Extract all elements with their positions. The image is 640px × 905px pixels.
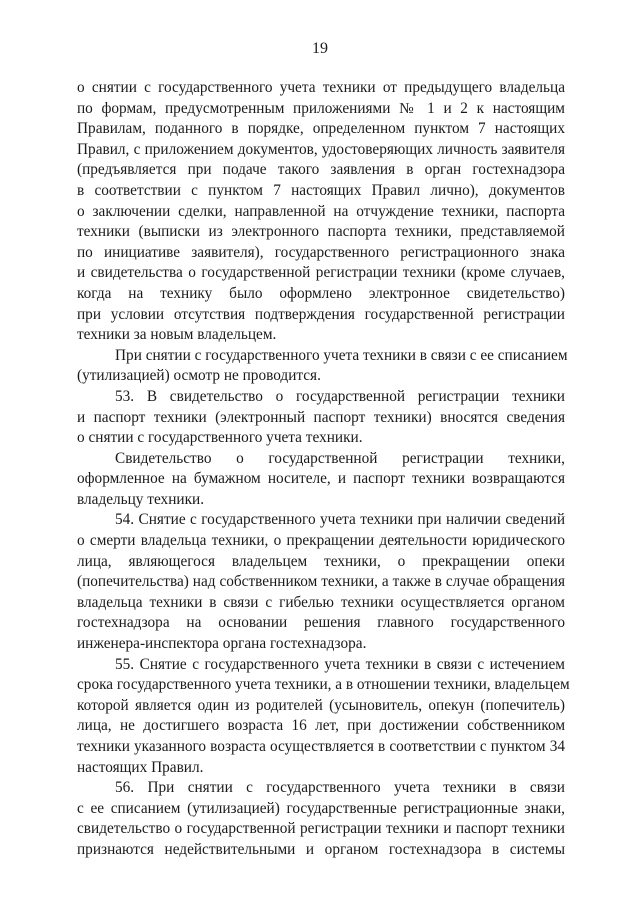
text-line: и свидетельства о государственной регистрации техники (кроме случаев, (77, 264, 565, 282)
text-line: Правилам, поданного в порядке, определенном пунктом 7 настоящих (77, 120, 565, 138)
text-line: при условии отсутствия подтверждения государственной регистрации (77, 305, 565, 323)
text-line: по инициативе заявителя), государственного регистрационного знака (77, 243, 565, 261)
text-line: в соответствии с пунктом 7 настоящих Правил лично), документов (77, 181, 565, 199)
text-line: техники указанного возраста осуществляется в соответствии с пунктом 34 (77, 738, 565, 755)
text-line: настоящих Правил. (77, 758, 204, 776)
text-line: 53. В свидетельство о государственной регистрации техники (115, 387, 565, 405)
text-line: о заключении сделки, направленной на отчуждение техники, паспорта (77, 202, 565, 220)
text-line: по формам, предусмотренным приложениями № 1 и 2 к настоящим (77, 99, 565, 117)
text-line: (утилизацией) осмотр не проводится. (77, 367, 321, 385)
text-line: владельца техники в связи с гибелью техники осуществляется органом (77, 593, 565, 611)
text-line: техники (выписки из электронного паспорта техники, представляемой (77, 223, 565, 241)
text-line: о снятии с государственного учета техники. (77, 429, 363, 447)
text-line: когда на технику было оформлено электронное свидетельство) (77, 284, 565, 302)
page-number: 19 (312, 40, 328, 57)
text-line: лица, не достигшего возраста 16 лет, при достижении собственником (77, 717, 565, 735)
text-line: лица, являющегося владельцем техники, о прекращении опеки (77, 552, 565, 570)
document-body (77, 78, 570, 861)
text-line: 55. Снятие с государственного учета техники в связи с истечением (115, 655, 565, 673)
text-line: Правил, с приложением документов, удостоверяющих личность заявителя (77, 140, 565, 158)
text-line: признаются недействительными и органом гостехнадзора в системы (77, 840, 565, 858)
text-line: инженера-инспектора органа гостехнадзора. (77, 635, 367, 653)
text-line: свидетельство о государственной регистрации техники и паспорт техники (77, 820, 565, 838)
text-line: 54. Снятие с государственного учета техники при наличии сведений (115, 511, 565, 529)
text-line: При снятии с государственного учета техники в связи с ее списанием (115, 346, 568, 364)
text-line: которой является один из родителей (усыновитель, опекун (попечитель) (77, 696, 565, 714)
text-line: (попечительства) над собственником техники, а также в случае обращения (77, 573, 565, 591)
text-line: гостехнадзора на основании решения главного государственного (77, 614, 565, 632)
text-line: (предъявляется при подаче такого заявления в орган гостехнадзора (77, 161, 565, 179)
text-line: о снятии с государственного учета техники от предыдущего владельца (77, 79, 565, 96)
text-line: 56. При снятии с государственного учета техники в связи (115, 779, 565, 797)
text-line: владельцу техники. (77, 490, 205, 508)
text-line: техники за новым владельцем. (77, 326, 277, 344)
text-line: и паспорт техники (электронный паспорт техники) вносятся сведения (77, 408, 565, 426)
text-line: о смерти владельца техники, о прекращении деятельности юридического (77, 532, 565, 550)
text-line: Свидетельство о государственной регистрации техники, (115, 449, 565, 467)
text-line: срока государственного учета техники, а в отношении техники, владельцем (77, 676, 570, 694)
text-line: с ее списанием (утилизацией) государственные регистрационные знаки, (77, 799, 565, 817)
text-line: оформленное на бумажном носителе, и паспорт техники возвращаются (77, 470, 565, 488)
